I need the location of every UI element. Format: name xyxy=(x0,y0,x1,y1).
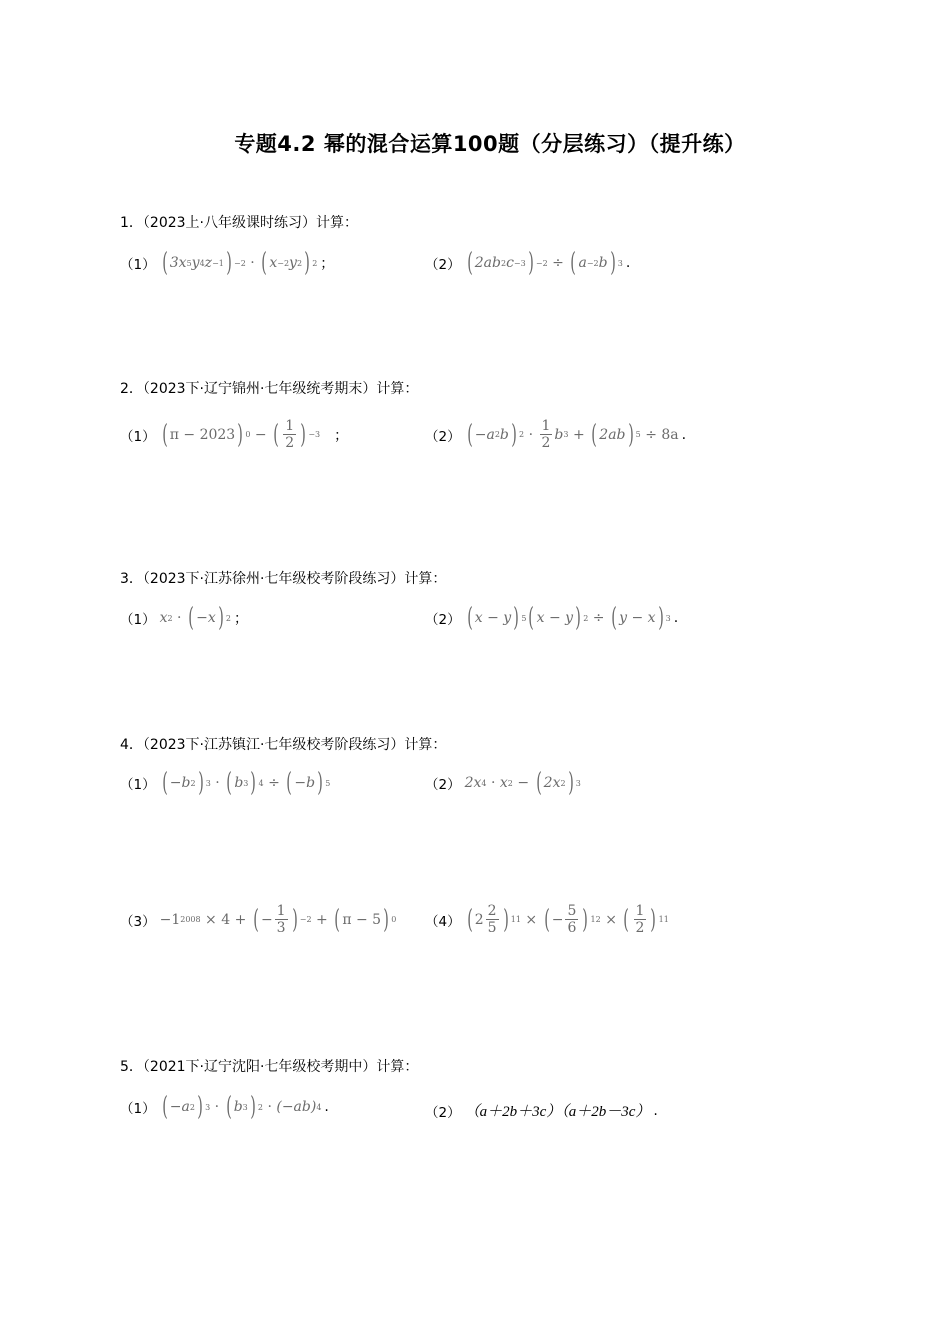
part-label: （2） xyxy=(425,612,461,628)
math-expression: ( x − y ) 5 ( x − y ) 2 ÷ ( y − x ) 3 xyxy=(466,603,671,633)
question-3-header: 3．（2023下·江苏徐州·七年级校考阶段练习）计算： xyxy=(120,571,447,587)
question-1-part-1: （1） ( 3x 5 y 4 z −1 ) −2 · ( x −2 y 2 ) 2 ； xyxy=(120,248,335,278)
part-label: （1） xyxy=(120,612,156,628)
math-expression: （a＋2b＋3c）（a＋2b－3c） xyxy=(464,1104,651,1120)
question-2-part-1: （1） ( π − 2023 ) 0 − ( $\frac{1}{2}$ ) −3 ； xyxy=(120,418,349,452)
question-4-part-4 xyxy=(425,903,669,936)
math-expression: ( 2 $\frac{2}{5}$ ) 11 × ( − $\frac{5}{6}$ ) 12 × ( $\frac{1}{2}$ ) 11 xyxy=(466,903,669,937)
question-3-part-2: （2） ( x − y ) 5 ( x − y ) 2 ÷ ( y − x ) 3 . xyxy=(425,603,679,633)
question-4-part-2 xyxy=(425,770,581,796)
part-label: （2） xyxy=(425,428,461,445)
part-label: （3） xyxy=(120,913,156,930)
question-3-part-1: （1） x 2 · ( −x ) 2 ； xyxy=(120,603,248,633)
part-label: （1） xyxy=(120,777,156,793)
part-label: （2） xyxy=(425,1104,461,1121)
question-2-header: 2．（2023下·辽宁锦州·七年级统考期末）计算： xyxy=(120,381,419,397)
math-expression: ( π − 2023 ) 0 − ( $\frac{1}{2}$ ) −3 xyxy=(161,418,321,452)
math-expression: ( 3x 5 y 4 z −1 ) −2 · ( x −2 y 2 ) 2 xyxy=(161,248,318,278)
question-4-part-3 xyxy=(120,903,396,936)
part-label: （1） xyxy=(120,1101,156,1117)
question-1-part-2: （2） ( 2ab 2 c −3 ) −2 ÷ ( a −2 b ) 3 . xyxy=(425,248,631,278)
part-label: （1） xyxy=(120,257,156,273)
part-label: （2） xyxy=(425,777,461,793)
math-expression: ( −b 2 ) 3 · ( b 3 ) 4 ÷ ( −b ) 5 xyxy=(161,768,331,798)
question-5-part-1: （1） ( −a 2 ) 3 · ( b 3 ) 2 · (−ab) 4 . xyxy=(120,1092,329,1122)
math-expression: 2x 4 · x 2 − ( 2x 2 ) 3 xyxy=(464,768,581,798)
math-expression: ( 2ab 2 c −3 ) −2 ÷ ( a −2 b ) 3 xyxy=(466,248,623,278)
question-5-part-2: （2） （a＋2b＋3c）（a＋2b－3c） . xyxy=(425,1100,658,1121)
question-1-header: 1．（2023上·八年级课时练习）计算： xyxy=(120,215,358,231)
question-4-header: 4．（2023下·江苏镇江·七年级校考阶段练习）计算： xyxy=(120,737,447,753)
math-expression: ( −a 2 ) 3 · ( b 3 ) 2 · (−ab) 4 xyxy=(161,1092,322,1122)
math-expression: x 2 · ( −x ) 2 xyxy=(159,603,231,633)
part-label: （2） xyxy=(425,257,461,273)
question-2-part-2: （2） ( −a 2 b ) 2 · $\frac{1}{2}$ b 3 + ( 2ab ) 5 ÷ 8a . xyxy=(425,418,687,452)
question-5-header: 5．（2021下·辽宁沈阳·七年级校考期中）计算： xyxy=(120,1059,419,1075)
page-title: 专题4.2 幂的混合运算100题（分层练习）（提升练） xyxy=(234,132,746,156)
math-expression: −1 2008 × 4 + ( − $\frac{1}{3}$ ) −2 + ( π − 5 ) 0 xyxy=(159,903,397,937)
part-label: （4） xyxy=(425,913,461,930)
question-4-part-1 xyxy=(120,770,330,796)
part-label: （1） xyxy=(120,428,156,445)
math-expression: ( −a 2 b ) 2 · $\frac{1}{2}$ b 3 + ( 2ab ) 5 ÷ 8a xyxy=(466,418,679,452)
